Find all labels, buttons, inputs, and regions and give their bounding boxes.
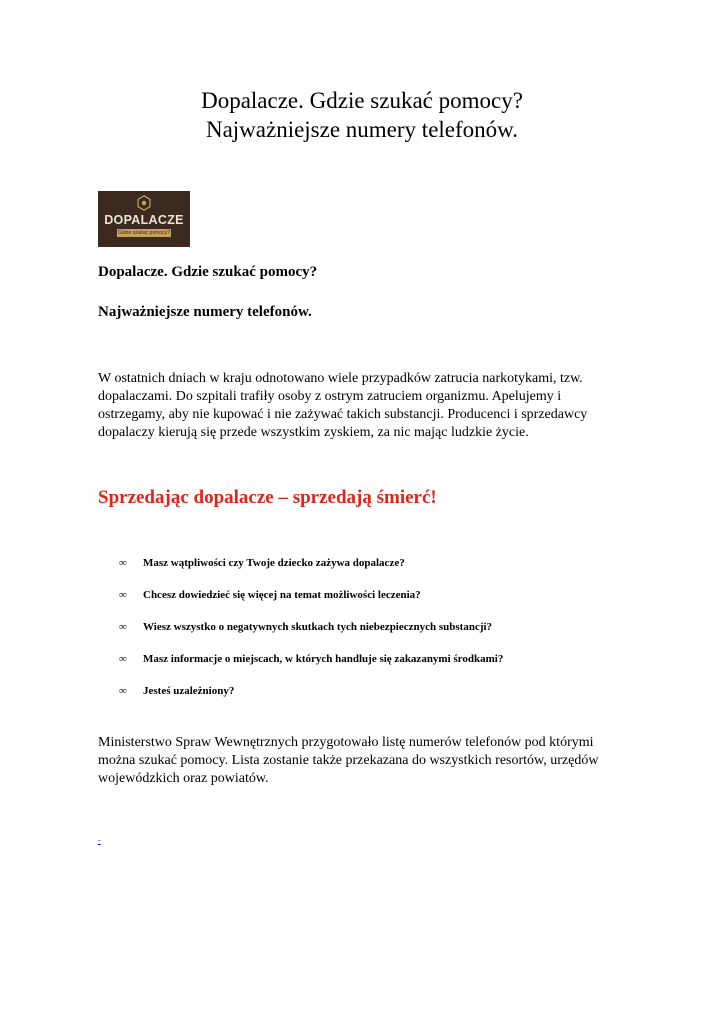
- hyperlink[interactable]: -: [98, 836, 101, 845]
- infinity-bullet-icon: ∞: [119, 653, 127, 665]
- list-item: [119, 683, 503, 715]
- intro-line: dopalaczami. Do szpitali trafiły osoby z ostrym zatruciem organizmu. Apelujemy i: [98, 389, 562, 404]
- article-subheading: Najważniejsze numery telefonów.: [98, 304, 312, 320]
- infinity-bullet-icon: ∞: [119, 685, 127, 697]
- article-heading: Dopalacze. Gdzie szukać pomocy?: [98, 264, 318, 280]
- list-item-text: Wiesz wszystko o negatywnych skutkach tych niebezpiecznych substancji?: [143, 621, 493, 633]
- ministry-line: można szukać pomocy. Lista zostanie także przekazana do wszystkich resortów, urzędów: [98, 753, 599, 768]
- warning-heading: Sprzedając dopalacze – sprzedają śmierć!: [98, 487, 437, 508]
- intro-line: W ostatnich dniach w kraju odnotowano wiele przypadków zatrucia narkotykami, tzw.: [98, 371, 583, 386]
- infinity-bullet-icon: ∞: [119, 557, 127, 569]
- logo-tagline: Gdzie szukać pomocy?: [118, 230, 170, 236]
- hexagon-emblem-icon: [137, 195, 151, 211]
- list-item: [119, 651, 503, 683]
- ministry-line: Ministerstwo Spraw Wewnętrznych przygotowało listę numerów telefonów pod którymi: [98, 735, 594, 750]
- list-item-text: Chcesz dowiedzieć się więcej na temat możliwości leczenia?: [143, 589, 421, 601]
- list-item-text: Masz informacje o miejscach, w których handluje się zakazanymi środkami?: [143, 653, 504, 665]
- question-list: [119, 555, 503, 715]
- dopalacze-logo: [98, 191, 190, 247]
- intro-line: ostrzegamy, aby nie kupować i nie zażywać takich substancji. Producenci i sprzedawcy: [98, 407, 588, 422]
- page-title-line-1: Dopalacze. Gdzie szukać pomocy?: [201, 88, 523, 113]
- intro-line: dopalaczy kierują się przede wszystkim zyskiem, za nic mając ludzkie życie.: [98, 425, 529, 440]
- ministry-paragraph: [98, 734, 638, 788]
- page-title: [0, 86, 724, 144]
- list-item-text: Jesteś uzależniony?: [143, 685, 235, 697]
- list-item-text: Masz wątpliwości czy Twoje dziecko zażywa dopalacze?: [143, 557, 405, 569]
- intro-paragraph: [98, 370, 628, 442]
- ministry-line: wojewódzkich oraz powiatów.: [98, 771, 269, 786]
- list-item: [119, 619, 503, 651]
- logo-text: DOPALACZE: [104, 213, 184, 227]
- page-title-line-2: Najważniejsze numery telefonów.: [205, 117, 519, 142]
- list-item: [119, 587, 503, 619]
- infinity-bullet-icon: ∞: [119, 621, 127, 633]
- infinity-bullet-icon: ∞: [119, 589, 127, 601]
- list-item: [119, 555, 503, 587]
